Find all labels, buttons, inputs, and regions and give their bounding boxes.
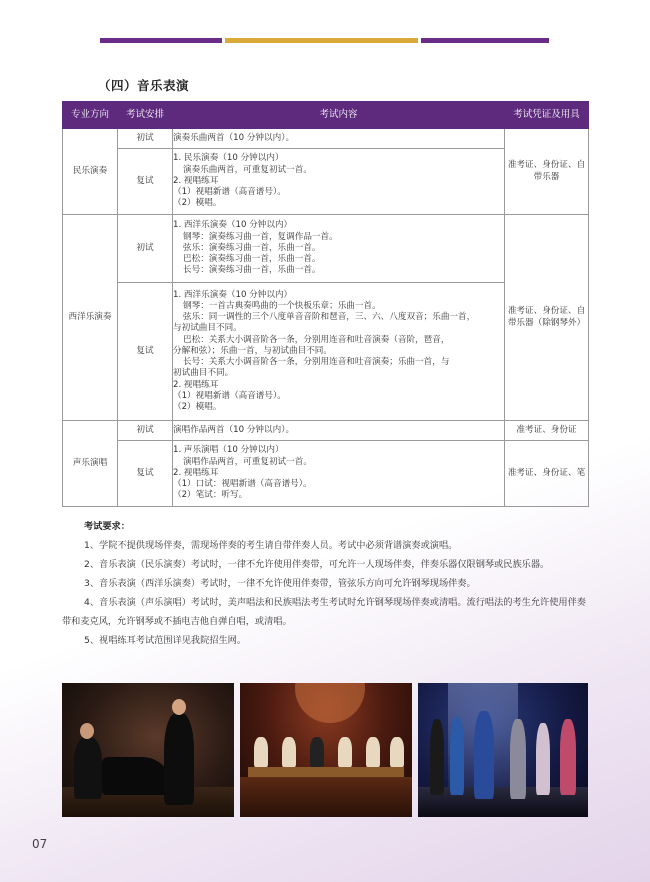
pianist-head: [80, 723, 94, 739]
content-line: 巴松：关系大小调音阶各一条，分别用连音和吐音演奏（音阶，琶音，: [183, 334, 450, 345]
singer-figure: [450, 717, 464, 795]
singer-figure: [510, 719, 526, 799]
content-cell: [173, 129, 505, 149]
table-header-row: [63, 102, 589, 129]
content-line: 2. 视唱练耳: [173, 379, 219, 390]
credential-cell: 准考证、身份证: [505, 421, 589, 441]
content-line: 演奏乐曲两首，可重复初试一首。: [183, 164, 312, 175]
photo-violin-piano-performance: [62, 683, 234, 817]
content-line: 巴松：演奏练习曲一首，乐曲一首。: [183, 254, 321, 265]
requirements-title: 考试要求：: [84, 521, 130, 532]
content-line: 演唱作品两首（10 分钟以内）。: [173, 424, 295, 435]
requirement-item: 1、学院不提供现场伴奏，需现场伴奏的考生请自带伴奏人员。考试中必须背谱演奏或演唱。: [84, 540, 458, 551]
content-line: 2. 视唱练耳: [173, 175, 219, 186]
stage-floor: [240, 777, 412, 817]
violinist-head: [172, 699, 186, 715]
content-line: 长号：关系大小调音阶各一条，分别用连音和吐音演奏；乐曲一首，与: [183, 357, 450, 368]
stage-cell: 复试: [118, 149, 173, 215]
header-content: 考试内容: [173, 102, 505, 129]
content-cell: [173, 283, 505, 421]
content-line: 1. 西洋乐演奏（10 分钟以内）: [173, 289, 293, 300]
table-row: [63, 215, 589, 283]
stage-cell: 复试: [118, 283, 173, 421]
content-line: 1. 声乐演唱（10 分钟以内）: [173, 445, 284, 456]
page-number: 07: [32, 837, 48, 851]
table-row: [63, 441, 589, 507]
pianist-figure: [74, 737, 102, 799]
stage-cell: 初试: [118, 421, 173, 441]
singer-figure: [536, 723, 550, 795]
content-line: 1. 民乐演奏（10 分钟以内）: [173, 153, 284, 164]
musician-figure: [254, 737, 268, 767]
content-line: （2）笔试：听写。: [173, 490, 248, 501]
content-line: （1）视唱新谱（高音谱号）。: [173, 187, 286, 198]
content-line: 钢琴：一首古典奏鸣曲的一个快板乐章；乐曲一首。: [183, 301, 381, 312]
musician-figure: [338, 737, 352, 767]
stage-backdrop-circle: [295, 683, 365, 723]
content-line: 分解和弦）；乐曲一首，与初试曲目不同。: [173, 345, 332, 356]
section-title: （四）音乐表演: [98, 78, 190, 93]
top-decor-bar-center: [225, 38, 418, 43]
content-line: （1）视唱新谱（高音谱号）。: [173, 390, 286, 401]
content-cell: [173, 421, 505, 441]
content-cell: [173, 441, 505, 507]
guzheng-row: [248, 767, 404, 777]
content-line: 演唱作品两首，可重复初试一首。: [183, 456, 312, 467]
musician-figure: [282, 737, 296, 767]
content-line: 长号：演奏练习曲一首，乐曲一首。: [183, 265, 321, 276]
singer-figure: [560, 719, 576, 795]
violinist-figure: [164, 713, 194, 805]
content-line: （2）模唱。: [173, 198, 222, 209]
musician-figure: [390, 737, 404, 767]
direction-cell: 声乐演唱: [63, 421, 118, 507]
musician-figure: [310, 737, 324, 767]
content-line: （1）口试：视唱新谱（高音谱号）。: [173, 479, 312, 490]
content-line: 2. 视唱练耳: [173, 467, 219, 478]
photo-folk-ensemble: [240, 683, 412, 817]
singer-figure: [430, 719, 444, 795]
photo-vocal-performance: [418, 683, 588, 817]
musician-figure: [366, 737, 380, 767]
content-line: 弦乐：同一调性的三个八度单音音阶和琶音，三、六、八度双音；乐曲一首，: [183, 312, 476, 323]
direction-cell: 民乐演奏: [63, 129, 118, 215]
stage-cell: 初试: [118, 129, 173, 149]
top-decor-bar-right: [421, 38, 549, 43]
table-row: [63, 129, 589, 149]
credential-cell: 准考证、身份证、笔: [505, 441, 589, 507]
content-line: （2）模唱。: [173, 401, 222, 412]
content-line: 初试曲目不同。: [173, 368, 234, 379]
requirement-item: 5、视唱练耳考试范围详见我院招生网。: [84, 635, 247, 646]
content-line: 演奏乐曲两首（10 分钟以内）。: [173, 132, 295, 143]
header-credential: 考试凭证及用具: [505, 102, 589, 129]
stage-cell: 复试: [118, 441, 173, 507]
content-line: 1. 西洋乐演奏（10 分钟以内）: [173, 220, 293, 231]
requirement-item: 2、音乐表演（民乐演奏）考试时，一律不允许使用伴奏带，可允许一人现场伴奏，伴奏乐器仅限钢琴或民族乐器。: [84, 559, 550, 570]
requirement-item: 3、音乐表演（西洋乐演奏）考试时，一律不允许使用伴奏带，管弦乐方向可允许钢琴现场伴奏。: [84, 578, 476, 589]
top-decor-bar-left: [100, 38, 222, 43]
table-row: [63, 421, 589, 441]
content-cell: [173, 215, 505, 283]
content-line: 钢琴：演奏练习曲一首，复调作品一首。: [183, 231, 338, 242]
lead-singer-figure: [474, 711, 494, 799]
content-cell: [173, 149, 505, 215]
credential-cell: 准考证、身份证、自带乐器: [505, 129, 589, 215]
header-direction: 专业方向: [63, 102, 118, 129]
header-schedule: 考试安排: [118, 102, 173, 129]
requirement-item: 4、音乐表演（声乐演唱）考试时，美声唱法和民族唱法考生考试时允许钢琴现场伴奏或清唱。流行唱法的考生允许使用伴奏带和麦克风，允许钢琴或不插电吉他自弹自唱，或清唱。: [62, 597, 586, 627]
direction-cell: 西洋乐演奏: [63, 215, 118, 421]
content-line: 与初试曲目不同。: [173, 323, 242, 334]
content-line: 弦乐：演奏练习曲一首，乐曲一首。: [183, 242, 321, 253]
exam-table: [62, 101, 589, 507]
exam-requirements: [62, 517, 588, 650]
stage-cell: 初试: [118, 215, 173, 283]
piano-shape: [102, 757, 172, 795]
credential-cell: 准考证、身份证、自带乐器（除钢琴外）: [505, 215, 589, 421]
